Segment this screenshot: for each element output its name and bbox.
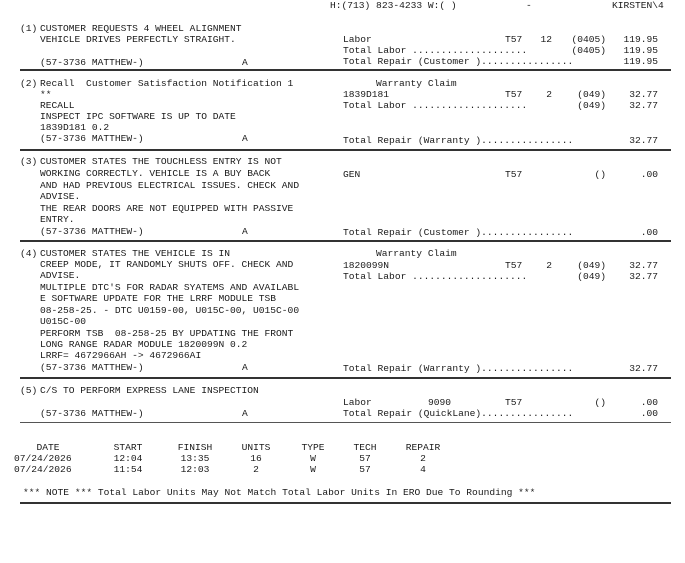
total-repair-label: Total Repair (Customer )................ bbox=[343, 56, 574, 67]
divider bbox=[20, 69, 671, 71]
divider bbox=[20, 240, 671, 242]
total-labor-label: Total Labor .................... bbox=[343, 100, 528, 111]
column-header: FINISH bbox=[177, 442, 213, 453]
column-header: DATE bbox=[36, 442, 60, 453]
tech-cell: 57 bbox=[359, 464, 371, 475]
total-repair-label: Total Repair (Customer )................ bbox=[343, 227, 574, 238]
charge-label: 1820099N bbox=[343, 260, 390, 271]
line-code: A bbox=[242, 226, 248, 237]
total-labor-amount: 32.77 bbox=[629, 100, 658, 111]
charge-units: 2 bbox=[546, 89, 552, 100]
start-cell: 11:54 bbox=[113, 464, 143, 475]
line-description: 08-258-25. - DTC U0159-00, U015C-00, U015C-00 bbox=[40, 305, 300, 316]
line-description: VEHICLE DRIVES PERFECTLY STRAIGHT. bbox=[40, 34, 236, 45]
total-repair-amount: .00 bbox=[640, 227, 658, 238]
total-labor-amount: 119.95 bbox=[623, 45, 658, 56]
finish-cell: 12:03 bbox=[180, 464, 210, 475]
charge-tech: T57 bbox=[505, 260, 523, 271]
charge-code: () bbox=[594, 169, 606, 180]
units-cell: 2 bbox=[253, 464, 259, 475]
line-description: U015C-00 bbox=[40, 316, 87, 327]
line-description: CUSTOMER REQUESTS 4 WHEEL ALIGNMENT bbox=[40, 23, 242, 34]
total-labor-label: Total Labor .................... bbox=[343, 271, 528, 282]
charge-code: (049) bbox=[577, 100, 606, 111]
line-description: C/S TO PERFORM EXPRESS LANE INSPECTION bbox=[40, 385, 259, 396]
charge-label: GEN bbox=[343, 169, 361, 180]
line-code: A bbox=[242, 408, 248, 419]
line-description: ADVISE. bbox=[40, 270, 81, 281]
header-dash: - bbox=[526, 0, 532, 11]
total-repair-label: Total Repair (Warranty )................ bbox=[343, 135, 574, 146]
charge-code: () bbox=[594, 397, 606, 408]
customer-phone: H:(713) 823-4233 W:( ) bbox=[330, 0, 457, 11]
line-description: ENTRY. bbox=[40, 214, 75, 225]
charge-tech: T57 bbox=[505, 89, 523, 100]
charge-amount: .00 bbox=[640, 169, 658, 180]
start-cell: 12:04 bbox=[113, 453, 143, 464]
line-code: A bbox=[242, 57, 248, 68]
date-cell: 07/24/2026 bbox=[14, 464, 72, 475]
tech-cell: 57 bbox=[359, 453, 371, 464]
column-header: START bbox=[113, 442, 143, 453]
line-description: WORKING CORRECTLY. VEHICLE IS A BUY BACK bbox=[40, 168, 271, 179]
line-description: CREEP MODE, IT RANDOMLY SHUTS OFF. CHECK AND bbox=[40, 259, 294, 270]
charge-tech: T57 bbox=[505, 397, 523, 408]
technician: (57-3736 MATTHEW-) bbox=[40, 133, 144, 144]
charge-code: (049) bbox=[577, 89, 606, 100]
charge-amount: 32.77 bbox=[629, 260, 658, 271]
charge-code: (049) bbox=[577, 271, 606, 282]
line-description: 1839D181 0.2 bbox=[40, 122, 110, 133]
finish-cell: 13:35 bbox=[180, 453, 210, 464]
technician: (57-3736 MATTHEW-) bbox=[40, 362, 144, 373]
line-code: A bbox=[242, 133, 248, 144]
total-repair-label: Total Repair (Warranty )................ bbox=[343, 363, 574, 374]
date-cell: 07/24/2026 bbox=[14, 453, 72, 464]
charge-amount: .00 bbox=[640, 397, 658, 408]
total-labor-amount: 32.77 bbox=[629, 271, 658, 282]
charge-units: 12 bbox=[540, 34, 552, 45]
line-description: ** bbox=[40, 89, 52, 100]
line-description: INSPECT IPC SOFTWARE IS UP TO DATE bbox=[40, 111, 236, 122]
line-number: (1) bbox=[20, 23, 38, 34]
type-cell: W bbox=[310, 453, 316, 464]
total-repair-amount: .00 bbox=[640, 408, 658, 419]
line-description: THE REAR DOORS ARE NOT EQUIPPED WITH PASSIVE bbox=[40, 203, 294, 214]
charge-code: (0405) bbox=[571, 34, 606, 45]
column-header: REPAIR bbox=[405, 442, 441, 453]
rounding-note: *** NOTE *** Total Labor Units May Not Match Total Labor Units In ERO Due To Rounding *** bbox=[23, 487, 536, 498]
column-header: TYPE bbox=[301, 442, 325, 453]
charge-tech: T57 bbox=[505, 34, 523, 45]
repair-cell: 2 bbox=[420, 453, 426, 464]
column-header: UNITS bbox=[241, 442, 271, 453]
line-description: CUSTOMER STATES THE VEHICLE IS IN bbox=[40, 248, 230, 259]
charge-code: (0405) bbox=[571, 45, 606, 56]
line-description: CUSTOMER STATES THE TOUCHLESS ENTRY IS NOT bbox=[40, 156, 282, 167]
line-description: LRRF= 4672966AH -> 4672966AI bbox=[40, 350, 202, 361]
line-number: (4) bbox=[20, 248, 38, 259]
line-number: (3) bbox=[20, 156, 38, 167]
charge-label: Labor bbox=[343, 34, 372, 45]
divider bbox=[20, 502, 671, 504]
charge-units: 2 bbox=[546, 260, 552, 271]
repair-cell: 4 bbox=[420, 464, 426, 475]
charge-label: Labor bbox=[343, 397, 372, 408]
technician: (57-3736 MATTHEW-) bbox=[40, 57, 144, 68]
units-cell: 16 bbox=[250, 453, 262, 464]
total-repair-amount: 32.77 bbox=[629, 363, 658, 374]
divider bbox=[20, 149, 671, 151]
line-description: MULTIPLE DTC'S FOR RADAR SYATEMS AND AVAILABL bbox=[40, 282, 300, 293]
charge-label: 1839D181 bbox=[343, 89, 390, 100]
column-header: TECH bbox=[353, 442, 377, 453]
service-advisor: KIRSTEN\4 bbox=[612, 0, 664, 11]
total-repair-amount: 119.95 bbox=[623, 56, 658, 67]
op-code: 9090 bbox=[428, 397, 452, 408]
line-description: PERFORM TSB 08-258-25 BY UPDATING THE FRONT bbox=[40, 328, 294, 339]
charge-tech: T57 bbox=[505, 169, 523, 180]
warranty-claim-label: Warranty Claim bbox=[376, 78, 457, 89]
charge-amount: 32.77 bbox=[629, 89, 658, 100]
line-description: Recall Customer Satisfaction Notification 1 bbox=[40, 78, 294, 89]
line-description: E SOFTWARE UPDATE FOR THE LRRF MODULE TSB bbox=[40, 293, 277, 304]
total-repair-amount: 32.77 bbox=[629, 135, 658, 146]
total-labor-label: Total Labor .................... bbox=[343, 45, 528, 56]
line-description: LONG RANGE RADAR MODULE 1820099N 0.2 bbox=[40, 339, 248, 350]
line-number: (5) bbox=[20, 385, 38, 396]
total-repair-label: Total Repair (QuickLane)................ bbox=[343, 408, 574, 419]
line-description: ADVISE. bbox=[40, 191, 81, 202]
type-cell: W bbox=[310, 464, 316, 475]
charge-amount: 119.95 bbox=[623, 34, 658, 45]
line-description: AND HAD PREVIOUS ELECTRICAL ISSUES. CHECK AND bbox=[40, 180, 300, 191]
charge-code: (049) bbox=[577, 260, 606, 271]
technician: (57-3736 MATTHEW-) bbox=[40, 408, 144, 419]
line-description: RECALL bbox=[40, 100, 75, 111]
line-number: (2) bbox=[20, 78, 38, 89]
line-code: A bbox=[242, 362, 248, 373]
divider bbox=[20, 377, 671, 379]
technician: (57-3736 MATTHEW-) bbox=[40, 226, 144, 237]
divider bbox=[20, 422, 671, 423]
warranty-claim-label: Warranty Claim bbox=[376, 248, 457, 259]
